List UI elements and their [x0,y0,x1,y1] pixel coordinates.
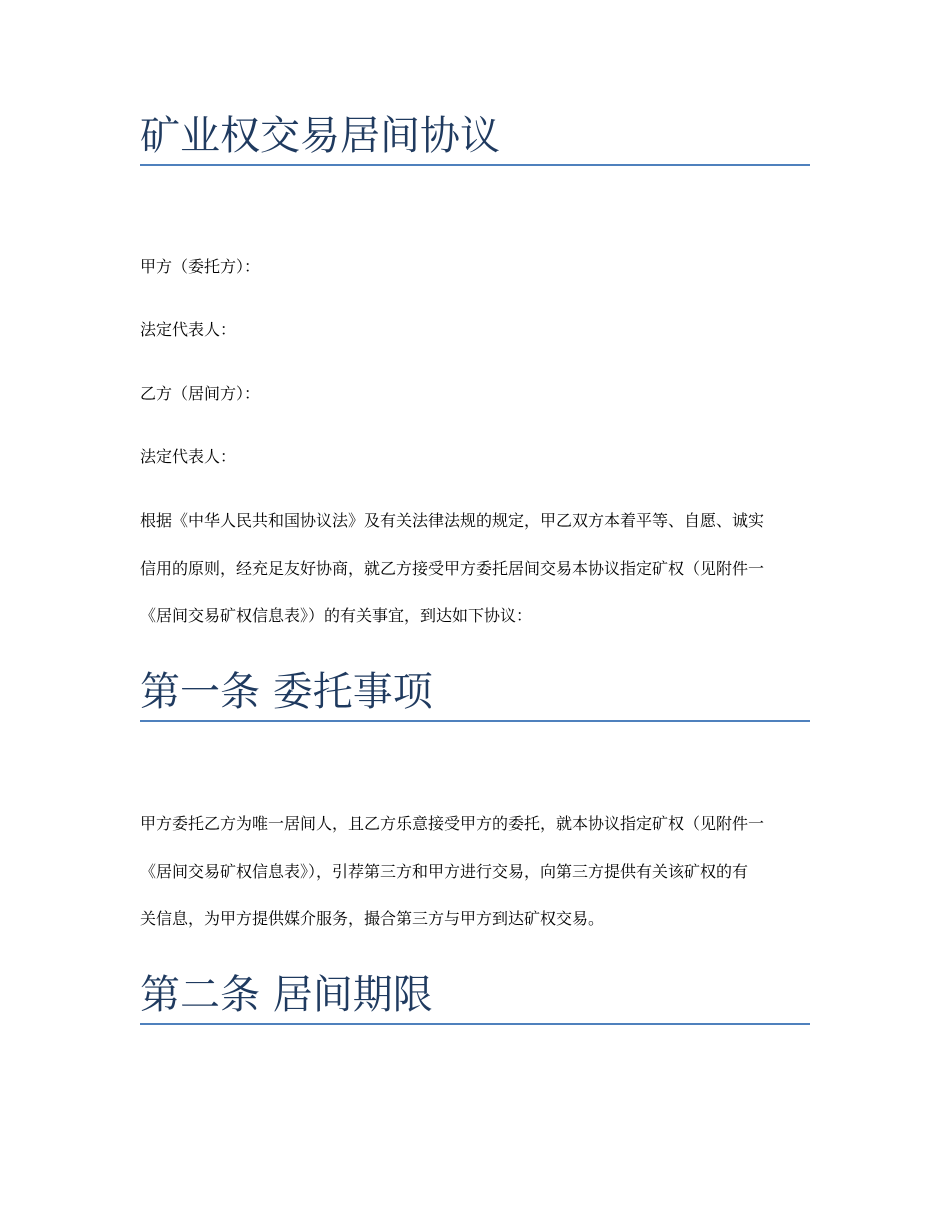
section-1-line: 甲方委托乙方为唯一居间人，且乙方乐意接受甲方的委托，就本协议指定矿权（见附件一 [140,814,765,833]
preamble-line: 《居间交易矿权信息表》）的有关事宜，到达如下协议： [140,606,533,625]
document-title: 矿业权交易居间协议 [140,113,500,159]
title-underline [140,164,810,166]
section-1-line: 关信息，为甲方提供媒介服务，撮合第三方与甲方到达矿权交易。 [140,909,605,928]
section-1-underline [140,720,810,722]
section-heading-1: 第一条 委托事项 [140,669,433,715]
preamble-line: 根据《中华人民共和国协议法》及有关法律法规的规定，甲乙双方本着平等、自愿、诚实 [140,511,765,530]
section-2-underline [140,1023,810,1025]
party-b-label: 乙方（居间方）： [140,384,261,403]
party-a-label: 甲方（委托方）： [140,257,261,276]
party-a-representative-label: 法定代表人： [140,320,237,339]
section-1-line: 《居间交易矿权信息表》），引荐第三方和甲方进行交易，向第三方提供有关该矿权的有 [140,862,749,881]
preamble-line: 信用的原则，经充足友好协商，就乙方接受甲方委托居间交易本协议指定矿权（见附件一 [140,559,765,578]
section-heading-2: 第二条 居间期限 [140,972,433,1018]
party-b-representative-label: 法定代表人： [140,447,237,466]
